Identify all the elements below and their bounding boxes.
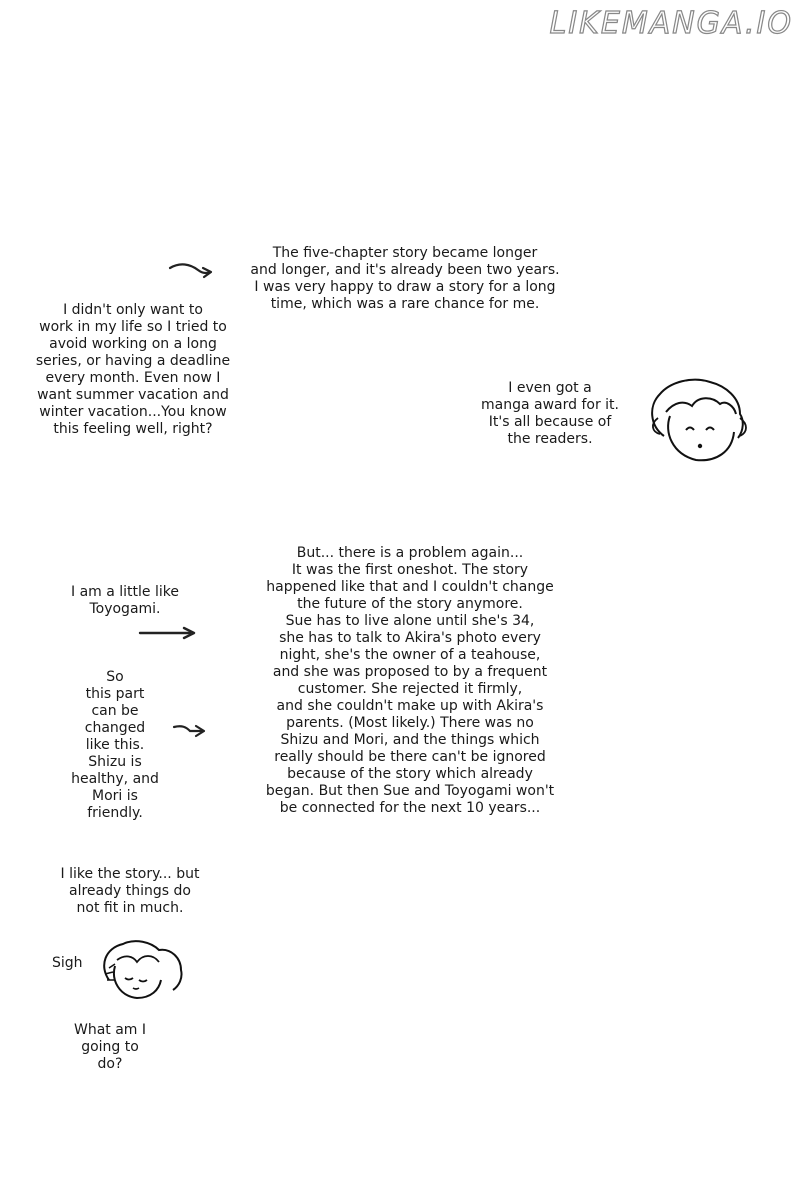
note-part-changed: So this part can be changed like this. Shizu is healthy, and Mori is friendly.: [71, 669, 159, 821]
watermark: LIKEMANGA.IO: [549, 6, 793, 41]
note-problem: But... there is a problem again... It was the first oneshot. The story happened like that and I couldn't change the future of the story anymore. Sue has to live alone until she's 34, she has to talk to Akira's photo every night, she's the owner of a teahouse, and she was proposed to by a frequent customer. She rejected it firmly, and she couldn't make up with Akira's parents. (Most likely.) There was no Shizu and Mori, and the things which really should be there can't be ignored because of the story which already began. But then Sue and Toyogami won't be connected for the next 10 years...: [265, 545, 555, 816]
note-like-story: I like the story... but already things do not fit in much.: [60, 866, 200, 916]
smiling-author-face-icon: [640, 372, 756, 470]
note-sigh: Sigh: [52, 955, 83, 971]
note-like-toyogami: I am a little like Toyogami.: [71, 584, 179, 617]
sighing-author-face-icon: [95, 936, 191, 1006]
small-arrow-icon: [172, 721, 208, 739]
note-manga-award: I even got a manga award for it. It's all because of the readers.: [481, 380, 619, 447]
straight-arrow-icon: [138, 624, 200, 642]
note-five-chapter-story: The five-chapter story became longer and longer, and it's already been two years. I was very happy to draw a story for a long time, which was a rare chance for me.: [250, 245, 560, 312]
note-work-life: I didn't only want to work in my life so I tried to avoid working on a long series, or having a deadline every month. Even now I want summer vacation and winter vacation...You know this feeling well, right?: [35, 302, 231, 437]
curved-arrow-icon: [166, 258, 216, 282]
note-what-to-do: What am I going to do?: [73, 1022, 147, 1072]
